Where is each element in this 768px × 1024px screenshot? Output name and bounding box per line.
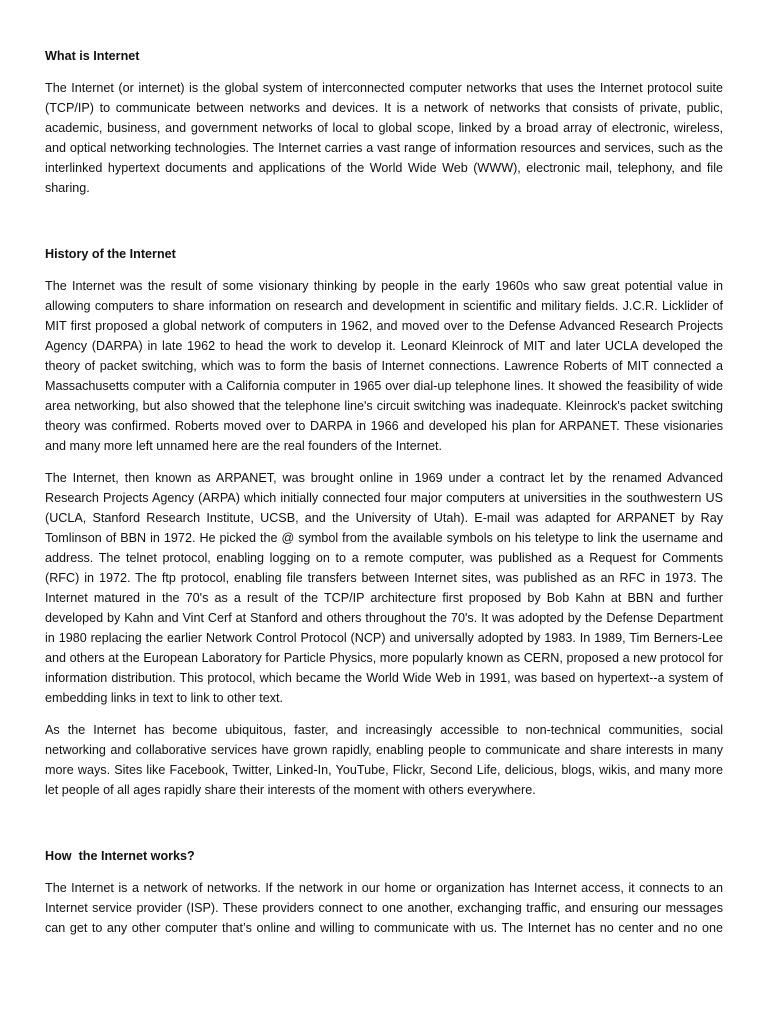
section-heading-history: History of the Internet (45, 247, 176, 261)
section-heading-what-is-internet: What is Internet (45, 49, 140, 63)
section-heading-how-internet-works: How the Internet works? (45, 849, 195, 863)
paragraph-how-internet-works: The Internet is a network of networks. If the network in our home or organization has Internet access, it connects to an Internet service provider (ISP). These providers connect to one another, exchanging traffic, and ensuring our messages can get to any other computer that’s online and willing to communicate with us. The Internet has no center and no one (45, 881, 723, 935)
paragraph-history-3: As the Internet has become ubiquitous, faster, and increasingly accessible to non-technical communities, social networking and collaborative services have grown rapidly, enabling people to communicate and share interests in many more ways. Sites like Facebook, Twitter, Linked-In, YouTube, Flickr, Second Life, delicious, blogs, wikis, and many more let people of all ages rapidly share their interests of the moment with others everywhere. (45, 723, 723, 797)
paragraph-history-2: The Internet, then known as ARPANET, was brought online in 1969 under a contract let by the renamed Advanced Research Projects Agency (ARPA) which initially connected four major computers at universities in the southwestern US (UCLA, Stanford Research Institute, UCSB, and the University of Utah). E-mail was adapted for ARPANET by Ray Tomlinson of BBN in 1972. He picked the @ symbol from the available symbols on his teletype to link the username and address. The telnet protocol, enabling logging on to a remote computer, was published as a Request for Comments (RFC) in 1972. The ftp protocol, enabling file transfers between Internet sites, was published as an RFC in 1973. The Internet matured in the 70's as a result of the TCP/IP architecture first proposed by Bob Kahn at BBN and further developed by Kahn and Vint Cerf at Stanford and others throughout the 70's. It was adopted by the Defense Department in 1980 replacing the earlier Network Control Protocol (NCP) and universally adopted by 1983. In 1989, Tim Berners-Lee and others at the European Laboratory for Particle Physics, more popularly known as CERN, proposed a new protocol for information distribution. This protocol, which became the World Wide Web in 1991, was based on hypertext--a system of embedding links in text to link to other text. (45, 471, 723, 705)
paragraph-history-1: The Internet was the result of some visionary thinking by people in the early 1960s who saw great potential value in allowing computers to share information on research and development in scientific and military fields. J.C.R. Licklider of MIT first proposed a global network of computers in 1962, and moved over to the Defense Advanced Research Projects Agency (DARPA) in late 1962 to head the work to develop it. Leonard Kleinrock of MIT and later UCLA developed the theory of packet switching, which was to form the basis of Internet connections. Lawrence Roberts of MIT connected a Massachusetts computer with a California computer in 1965 over dial-up telephone lines. It showed the feasibility of wide area networking, but also showed that the telephone line's circuit switching was inadequate. Kleinrock's packet switching theory was confirmed. Roberts moved over to DARPA in 1966 and developed his plan for ARPANET. These visionaries and many more left unnamed here are the real founders of the Internet. (45, 279, 723, 453)
paragraph-what-is-internet: The Internet (or internet) is the global system of interconnected computer networks that uses the Internet protocol suite (TCP/IP) to communicate between networks and devices. It is a network of networks that consists of private, public, academic, business, and government networks of local to global scope, linked by a broad array of electronic, wireless, and optical networking technologies. The Internet carries a vast range of information resources and services, such as the interlinked hypertext documents and applications of the World Wide Web (WWW), electronic mail, telephony, and file sharing. (45, 81, 723, 195)
document-page (45, 46, 723, 938)
